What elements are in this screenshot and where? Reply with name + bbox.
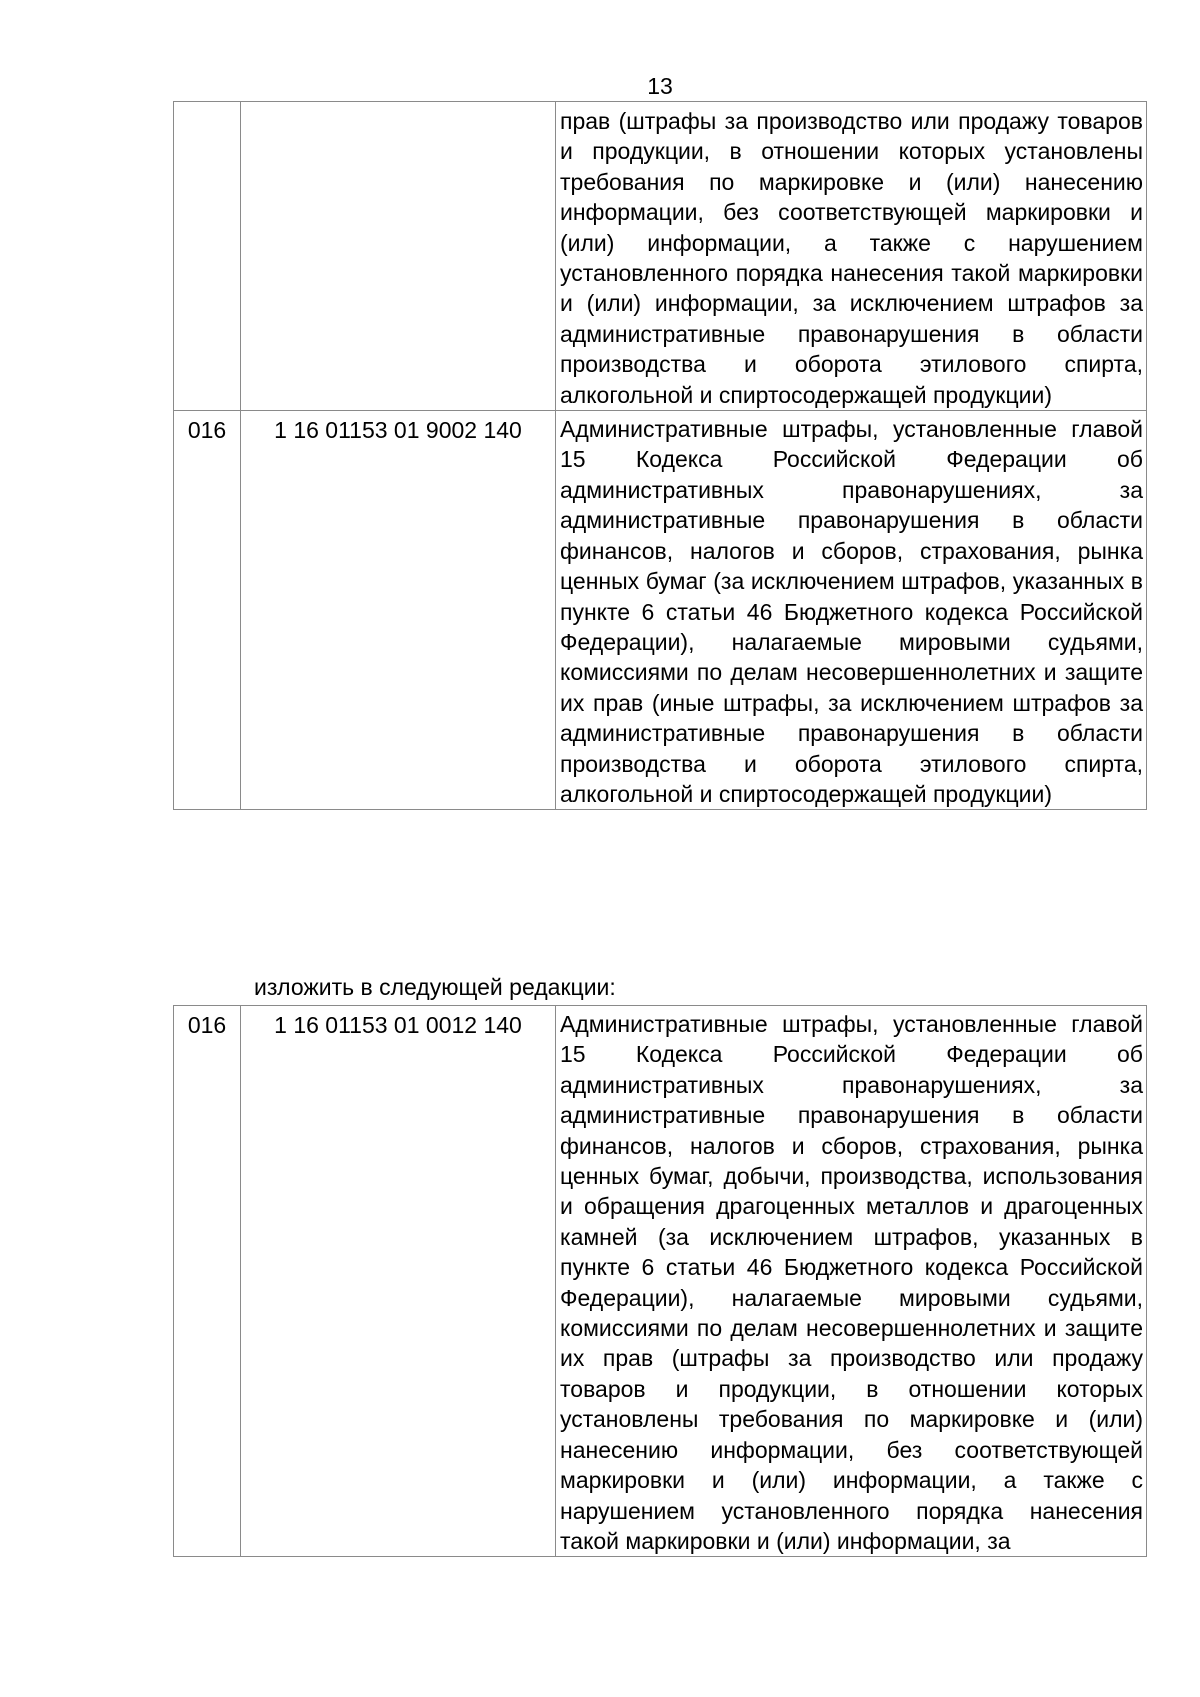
description-cell: Административные штрафы, установленные главой 15 Кодекса Российской Федерации об административных правонарушениях, за административные правонарушения в области финансов, налогов и сборов, страхования, рынка ценных бумаг (за исключением штрафов, указанных в пункте 6 статьи 46 Бюджетного кодекса Российской Федерации), налагаемые мировыми судьями, комиссиями по делам несовершеннолетних и защите их прав (иные штрафы, за исключением штрафов за административные правонарушения в области производства и оборота этилового спирта, алкогольной и спиртосодержащей продукции) — [556, 411, 1147, 810]
amendment-intro-text: изложить в следующей редакции: — [254, 974, 616, 1000]
budget-code-cell: 1 16 01153 01 0012 140 — [241, 1006, 556, 1557]
new-wording-table — [173, 1005, 1147, 1557]
budget-code-cell — [241, 102, 556, 411]
table-row — [174, 411, 1147, 810]
budget-code-cell: 1 16 01153 01 9002 140 — [241, 411, 556, 810]
description-cell: Административные штрафы, установленные главой 15 Кодекса Российской Федерации об административных правонарушениях, за административные правонарушения в области финансов, налогов и сборов, страхования, рынка ценных бумаг, добычи, производства, использования и обращения драгоценных металлов и драгоценных камней (за исключением штрафов, указанных в пункте 6 статьи 46 Бюджетного кодекса Российской Федерации), налагаемые мировыми судьями, комиссиями по делам несовершеннолетних и защите их прав (штрафы за производство или продажу товаров и продукции, в отношении которых установлены требования по маркировке и (или) нанесению информации, без соответствующей маркировки и (или) информации, а также с нарушением установленного порядка нанесения такой маркировки и (или) информации, за — [556, 1006, 1147, 1557]
admin-code-cell — [174, 102, 241, 411]
page-number: 13 — [647, 73, 673, 99]
table-row — [174, 102, 1147, 411]
admin-code-cell: 016 — [174, 1006, 241, 1557]
current-wording-table — [173, 101, 1147, 810]
description-cell: прав (штрафы за производство или продажу товаров и продукции, в отношении которых установлены требования по маркировке и (или) нанесению информации, без соответствующей маркировки и (или) информации, а также с нарушением установленного порядка нанесения такой маркировки и (или) информации, за исключением штрафов за административные правонарушения в области производства и оборота этилового спирта, алкогольной и спиртосодержащей продукции) — [556, 102, 1147, 411]
table-row — [174, 1006, 1147, 1557]
admin-code-cell: 016 — [174, 411, 241, 810]
